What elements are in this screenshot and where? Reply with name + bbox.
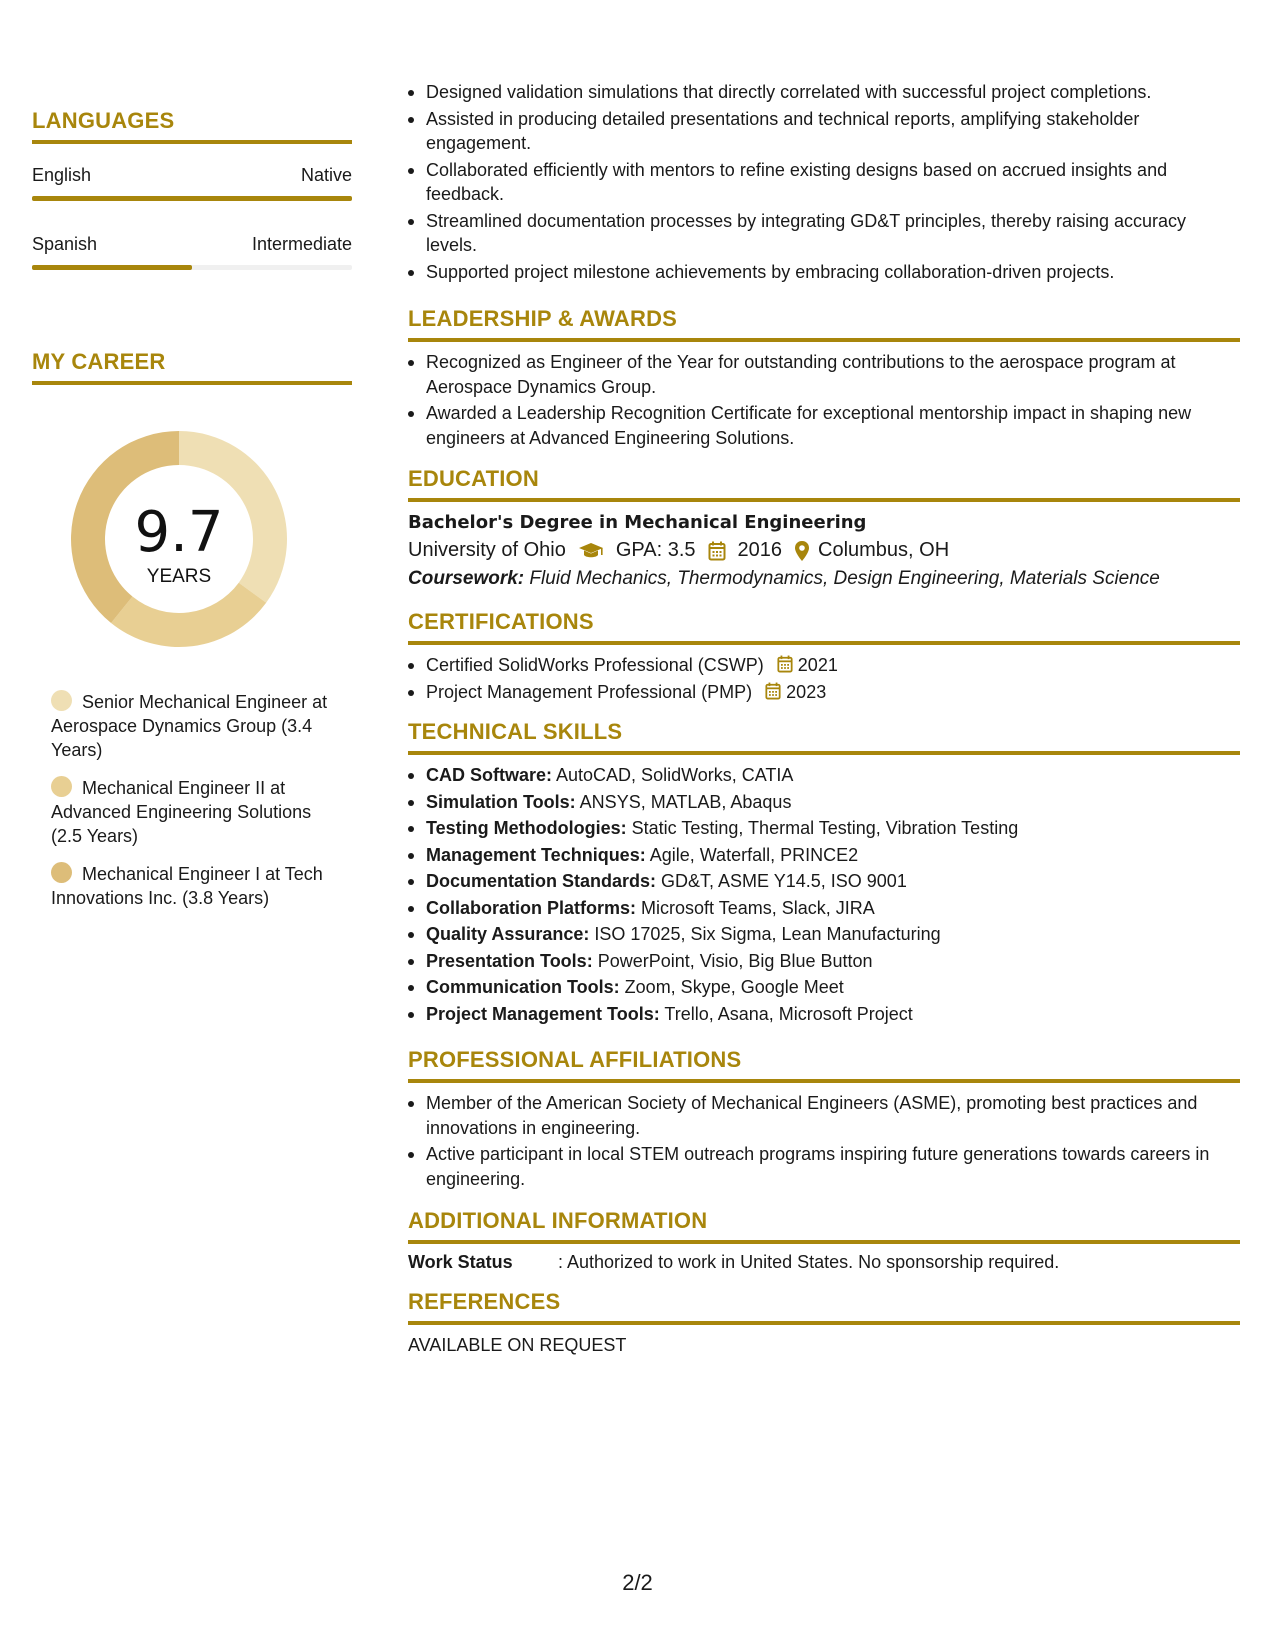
section-divider — [408, 751, 1240, 755]
skill-item — [408, 975, 1240, 1000]
skill-label: Quality Assurance: — [426, 924, 590, 944]
section-divider — [408, 1321, 1240, 1325]
skill-label: Simulation Tools: — [426, 791, 576, 812]
skill-value: Microsoft Teams, Slack, JIRA — [636, 897, 875, 918]
legend-dot-icon — [51, 776, 72, 797]
additional-section — [408, 1208, 1240, 1273]
section-divider — [408, 1079, 1240, 1083]
skill-value: Zoom, Skype, Google Meet — [619, 977, 844, 997]
skill-item — [408, 816, 1240, 841]
education-gpa: GPA: 3.5 — [615, 539, 696, 561]
skill-value: AutoCAD, SolidWorks, CATIA — [552, 765, 794, 785]
skill-item — [408, 922, 1240, 947]
languages-title: LANGUAGES — [32, 108, 175, 133]
list-item — [408, 680, 1240, 705]
leadership-section — [408, 306, 1240, 450]
leadership-list — [408, 350, 1240, 450]
skill-label: Collaboration Platforms: — [426, 897, 637, 918]
list-item: Active participant in local STEM outreach programs inspiring future generations towards careers in engineering. — [408, 1142, 1240, 1191]
legend-label: Mechanical Engineer I at Tech Innovations Inc. (3.8 Years) — [51, 864, 323, 908]
section-divider — [408, 498, 1240, 502]
skill-value: PowerPoint, Visio, Big Blue Button — [592, 950, 873, 971]
section-title: CERTIFICATIONS — [408, 609, 594, 634]
section-divider — [408, 338, 1240, 342]
language-proficiency-fill — [32, 196, 352, 201]
location-pin-icon — [794, 540, 810, 562]
skill-label: CAD Software: — [426, 765, 553, 785]
skill-value: GD&T, ASME Y14.5, ISO 9001 — [656, 871, 907, 891]
education-meta — [408, 539, 1240, 562]
skill-label: Documentation Standards: — [426, 871, 657, 891]
work-status-value: : Authorized to work in United States. No sponsorship required. — [558, 1252, 1060, 1272]
list-item: Assisted in producing detailed presentations and technical reports, amplifying stakeholder engagement. — [408, 107, 1240, 156]
section-divider — [408, 1240, 1240, 1244]
skills-list — [408, 763, 1240, 1026]
page-number: 2/2 — [622, 1570, 653, 1595]
skill-value: Agile, Waterfall, PRINCE2 — [645, 844, 859, 865]
list-item: Collaborated efficiently with mentors to refine existing designs based on accrued insights and feedback. — [408, 158, 1240, 207]
education-year: 2016 — [737, 539, 783, 561]
certification-name: Project Management Professional (PMP) — [426, 681, 753, 702]
skill-item — [408, 1002, 1240, 1027]
language-proficiency-bar — [32, 265, 352, 270]
coursework-text: Fluid Mechanics, Thermodynamics, Design Engineering, Materials Science — [524, 568, 1160, 589]
language-name: Spanish — [32, 234, 98, 254]
career-section — [32, 349, 352, 385]
language-name: English — [32, 165, 92, 185]
language-proficiency-bar — [32, 196, 352, 201]
certifications-section — [408, 609, 1240, 704]
education-location: Columbus, OH — [818, 539, 950, 561]
affiliations-section — [408, 1047, 1240, 1191]
language-spanish — [32, 234, 352, 270]
education-degree: Bachelor's Degree in Mechanical Engineering — [408, 512, 867, 533]
list-item: Designed validation simulations that directly correlated with successful project completions. — [408, 80, 1240, 105]
section-divider — [32, 381, 352, 385]
section-divider — [32, 140, 352, 144]
language-level: Native — [300, 165, 352, 185]
skill-value: ISO 17025, Six Sigma, Lean Manufacturing — [589, 924, 941, 944]
education-coursework — [408, 568, 1240, 590]
education-section — [408, 466, 1240, 590]
work-status-label: Work Status — [408, 1252, 513, 1272]
section-title: ADDITIONAL INFORMATION — [408, 1208, 708, 1233]
list-item: Streamlined documentation processes by integrating GD&T principles, thereby raising accuracy levels. — [408, 209, 1240, 258]
legend-label: Senior Mechanical Engineer at Aerospace Dynamics Group (3.4 Years) — [51, 692, 328, 760]
skill-item — [408, 763, 1240, 788]
skill-value: Trello, Asana, Microsoft Project — [659, 1003, 913, 1024]
section-title: EDUCATION — [408, 466, 539, 491]
skill-item — [408, 949, 1240, 974]
skill-label: Communication Tools: — [426, 977, 620, 997]
affiliations-list — [408, 1091, 1240, 1191]
section-title: REFERENCES — [408, 1289, 561, 1314]
skills-section — [408, 719, 1240, 1026]
certification-year: 2021 — [797, 655, 838, 675]
section-title: TECHNICAL SKILLS — [408, 719, 623, 744]
skill-item — [408, 843, 1240, 868]
skill-item — [408, 790, 1240, 815]
career-legend-item — [51, 862, 341, 910]
experience-bullets — [408, 80, 1240, 284]
career-legend-item — [51, 690, 341, 762]
skill-item — [408, 896, 1240, 921]
section-title: LEADERSHIP & AWARDS — [408, 306, 678, 331]
skill-label: Project Management Tools: — [426, 1003, 660, 1024]
career-total-unit: YEARS — [146, 566, 212, 587]
skill-value: ANSYS, MATLAB, Abaqus — [575, 791, 792, 812]
calendar-icon — [765, 682, 781, 700]
skill-label: Presentation Tools: — [426, 950, 593, 971]
section-title: PROFESSIONAL AFFILIATIONS — [408, 1047, 742, 1072]
languages-section — [32, 108, 352, 144]
certifications-list — [408, 653, 1240, 704]
calendar-icon — [708, 541, 726, 561]
graduation-cap-icon — [578, 542, 604, 560]
skill-value: Static Testing, Thermal Testing, Vibration Testing — [626, 818, 1019, 838]
section-divider — [408, 641, 1240, 645]
certification-name: Certified SolidWorks Professional (CSWP) — [426, 655, 764, 675]
career-total-years: 9.7 — [134, 500, 224, 565]
skill-label: Management Techniques: — [426, 844, 646, 865]
certification-year: 2023 — [786, 681, 827, 702]
career-donut-chart — [67, 427, 291, 651]
donut-slice-2 — [111, 583, 266, 647]
list-item: Awarded a Leadership Recognition Certificate for exceptional mentorship impact in shaping new engineers at Advanced Engineering Solutions. — [408, 401, 1240, 450]
language-english — [32, 165, 352, 201]
career-legend-item — [51, 776, 341, 848]
list-item: Supported project milestone achievements by embracing collaboration-driven projects. — [408, 260, 1240, 285]
language-level: Intermediate — [251, 234, 352, 254]
list-item: Member of the American Society of Mechanical Engineers (ASME), promoting best practices and innovations in engineering. — [408, 1091, 1240, 1140]
legend-label: Mechanical Engineer II at Advanced Engineering Solutions (2.5 Years) — [51, 778, 312, 846]
references-section — [408, 1289, 1240, 1356]
education-school: University of Ohio — [408, 539, 566, 561]
references-text: AVAILABLE ON REQUEST — [408, 1335, 627, 1355]
coursework-label: Coursework: — [408, 568, 525, 589]
list-item — [408, 653, 1240, 678]
skill-label: Testing Methodologies: — [426, 818, 627, 838]
legend-dot-icon — [51, 862, 72, 883]
career-title: MY CAREER — [32, 349, 166, 374]
legend-dot-icon — [51, 690, 72, 711]
work-status-row — [408, 1252, 1240, 1273]
language-proficiency-fill — [32, 265, 192, 270]
skill-item — [408, 869, 1240, 894]
calendar-icon — [777, 655, 793, 673]
list-item: Recognized as Engineer of the Year for outstanding contributions to the aerospace program at Aerospace Dynamics Group. — [408, 350, 1240, 399]
